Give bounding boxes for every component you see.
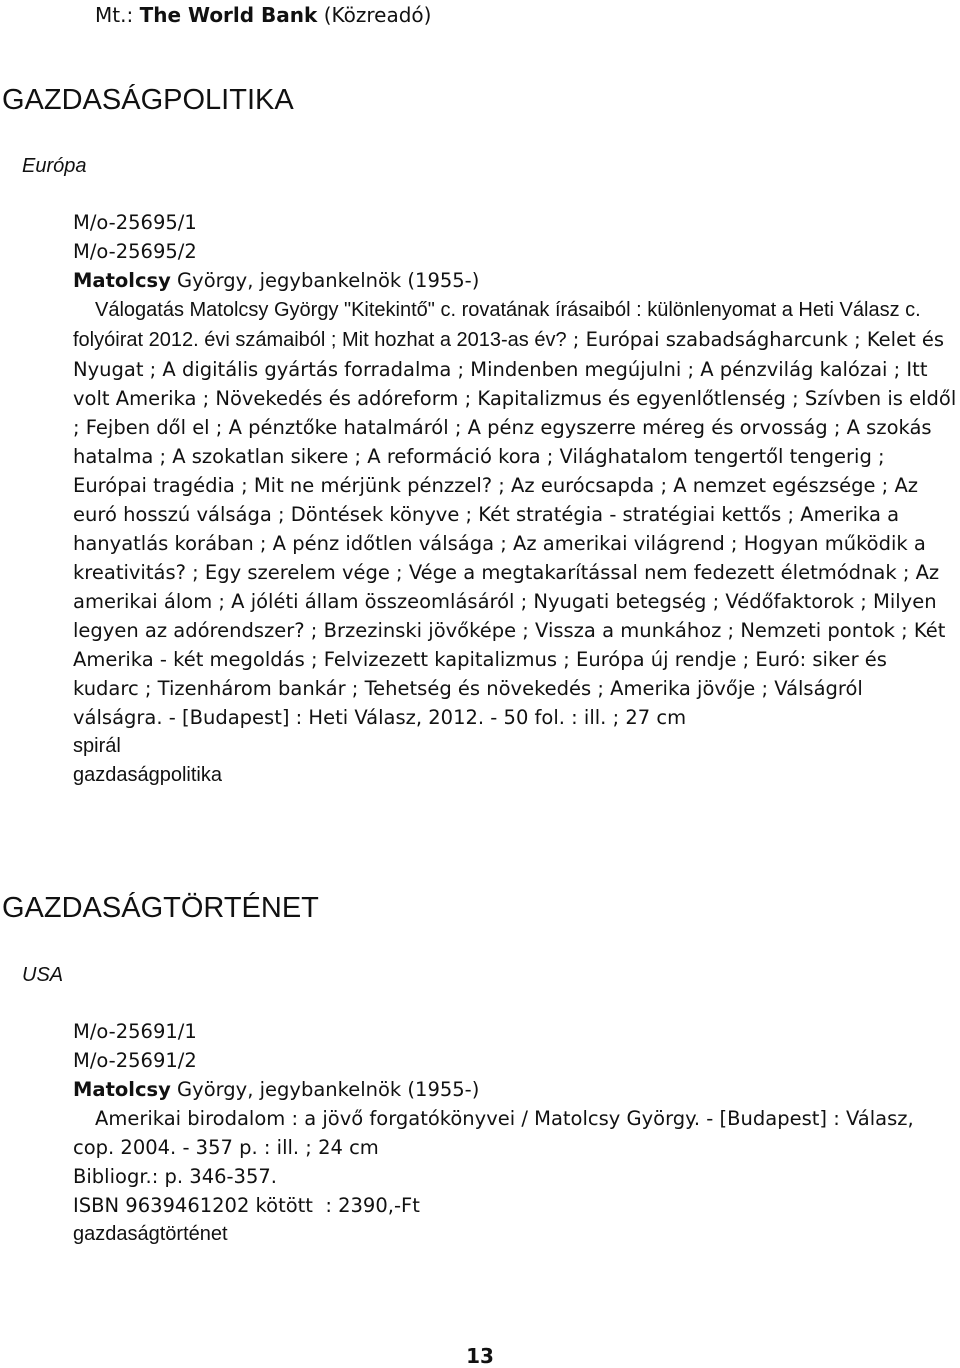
entry-note: Bibliogr.: p. 346-357.: [73, 1165, 277, 1188]
entry-description-contents: ; Európai szabadságharcunk ; Kelet és Nyugat ; A digitális gyártás forradalma ; Mindenben megújulni ; A pénzvilág kalózai ; Itt volt Amerika ; Növekedés és adóreform ; Kapitalizmus és egyenlőtlenség ; Szívben is eldől ; Fejben dől el ; A pénztőke hatalmáról ; A pénz egyszerre méreg és orvosság ; A szokás hatalma ; A szokatlan sikere ; A reformáció kora ; Világhatalom tengertől tengerig ; Európai tragédia ; Mit ne mérjünk pénzzel? ; Az eurócsapda ; A nemzet egészsége ; Az euró hosszú válsága ; Döntések könyve ; Két stratégia - stratégiai kettős ; Amerika a hanyatlás korában ; A pénz időtlen válsága ; Az amerikai világrend ; Hogyan működik a kreativitás? ; Egy szerelem vége ; Vége a megtakarítással nem fedezett életmódnak ; Az amerikai álom ; A jóléti állam összeomlásáról ; Nyugati betegség ; Védőfaktorok ; Milyen legyen az adórendszer? ; Brzezinski jövőképe ; Vissza a munkához ; Nemzeti pontok ; Két Amerika - két megoldás ; Felvizezett kapitalizmus ; Európa új rendje ; Euró: siker és kudarc ; Tizenhárom bankár ; Tehetség és növekedés ; Amerika jövője ; Válságról válságra. - [Budapest] : Heti Válasz, 2012. - 50 fol. : ill. ; 27 cm: [73, 328, 957, 729]
catalog-entry: [73, 1017, 958, 1249]
publisher-role: (Közreadó): [323, 3, 432, 27]
catalog-entry: [73, 208, 958, 790]
entry-id: M/o-25695/2: [73, 240, 197, 263]
entry-id: M/o-25695/1: [73, 211, 197, 234]
entry-note: spirál: [73, 735, 121, 757]
section-heading-gazdasagtortenet: GAZDASÁGTÖRTÉNET: [2, 892, 319, 924]
entry-description: [73, 295, 958, 732]
entry-author: [73, 266, 958, 295]
publisher-prefix: Mt.:: [95, 3, 134, 27]
entry-isbn: ISBN 9639461202 kötött : 2390,-Ft: [73, 1194, 420, 1217]
page-number: 13: [466, 1344, 494, 1368]
section-heading-gazdasagpolitika: GAZDASÁGPOLITIKA: [2, 84, 294, 116]
section-subheading-usa: USA: [22, 964, 64, 986]
publisher-line: [95, 2, 431, 28]
entry-author: [73, 1075, 958, 1104]
author-details: György, jegybankelnök (1955-): [170, 1078, 480, 1101]
entry-id: M/o-25691/1: [73, 1020, 197, 1043]
entry-description: Amerikai birodalom : a jövő forgatókönyvei / Matolcsy György. - [Budapest] : Válasz, cop. 2004. - 357 p. : ill. ; 24 cm: [73, 1107, 914, 1159]
author-surname: Matolcsy: [73, 269, 171, 292]
entry-subject: gazdaságtörténet: [73, 1223, 228, 1245]
publisher-name: The World Bank: [139, 3, 318, 27]
author-surname: Matolcsy: [73, 1078, 171, 1101]
entry-id: M/o-25691/2: [73, 1049, 197, 1072]
entry-subject: gazdaságpolitika: [73, 764, 222, 786]
entry-description-title: Válogatás Matolcsy György "Kitekintő" c. rovatának írásaiból : különlenyomat a Heti Válasz c. folyóirat 2012. évi számaiból ; Mit hozhat a 2013-as év?: [73, 299, 921, 351]
section-subheading-europa: Európa: [22, 155, 87, 177]
author-details: György, jegybankelnök (1955-): [170, 269, 480, 292]
